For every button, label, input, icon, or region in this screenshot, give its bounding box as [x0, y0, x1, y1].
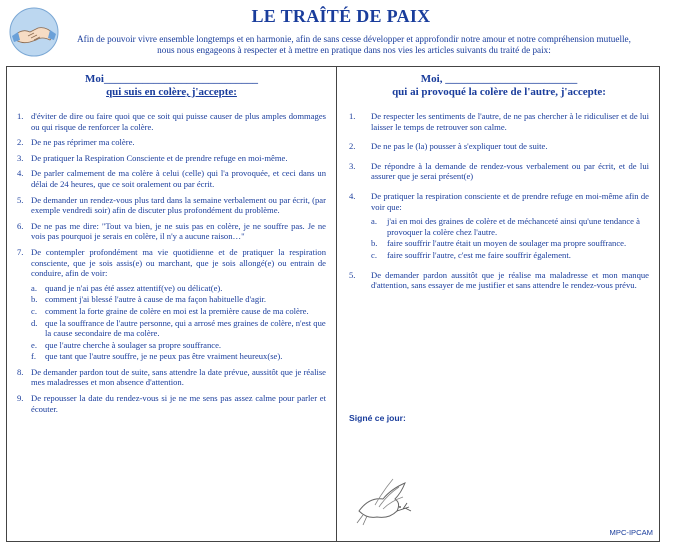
- right-heading-subtitle: qui ai provoqué la colère de l'autre, j'accepte:: [392, 86, 606, 98]
- right-item: [349, 141, 649, 152]
- left-column: [7, 67, 337, 541]
- intro-line-1: Afin de pouvoir vivre ensemble longtemps et en harmonie, afin de sans cesse développer et approfondir notre amour et notre compréhension mutuelle,: [77, 34, 631, 44]
- item-text: De ne pas le (la) pousser à s'expliquer tout de suite.: [371, 141, 548, 152]
- left-item: [17, 393, 326, 414]
- intro-line-2: nous nous engageons à respecter et à mettre en pratique dans nos vies les articles suivants du traité de paix:: [157, 45, 551, 55]
- item-number: 7.: [17, 246, 24, 257]
- page-title: LE TRAÎTÉ DE PAIX: [251, 6, 431, 26]
- sub-item: [31, 294, 326, 305]
- right-item: [349, 111, 649, 132]
- treaty-table: [6, 66, 660, 542]
- sub-item: [371, 238, 649, 249]
- item-text: De pratiquer la respiration consciente et de prendre refuge en moi-même afin de voir que:: [371, 190, 649, 212]
- right-item: [349, 270, 649, 291]
- item-number: 4.: [17, 168, 24, 179]
- item-number: 2.: [349, 141, 356, 152]
- left-item: [17, 221, 326, 242]
- sub-letter: a.: [371, 216, 377, 227]
- sub-text: comment la forte graine de colère en moi est la première cause de ma colère.: [45, 305, 309, 316]
- sub-letter: c.: [31, 305, 37, 316]
- item-number: 9.: [17, 393, 24, 404]
- sub-text: quand je n'ai pas été assez attentif(ve) ou délicat(e).: [45, 282, 223, 293]
- left-item: [17, 195, 326, 216]
- left-heading-name-line: Moi____________________________: [85, 73, 258, 85]
- sub-letter: a.: [31, 282, 37, 293]
- sub-item: [371, 250, 649, 261]
- right-sublist: [371, 216, 649, 260]
- item-number: 3.: [17, 152, 24, 163]
- item-number: 5.: [349, 269, 356, 280]
- item-number: 1.: [349, 111, 356, 121]
- item-text: De pratiquer la Respiration Consciente et de prendre refuge en moi-même.: [31, 152, 288, 163]
- left-column-heading: [17, 73, 326, 99]
- credit-mark: MPC-IPCAM: [609, 528, 653, 537]
- sub-item: [371, 216, 649, 237]
- dove-of-peace-icon: [353, 467, 415, 529]
- item-text: De répondre à la demande de rendez-vous verbalement ou par écrit, et de lui assurer que je serai présent(e): [371, 160, 649, 182]
- item-text: De demander pardon aussitôt que je réalise ma maladresse et mon manque d'attention, sans essayer de me justifier et sans attendre le rendez-vous prévu.: [371, 269, 649, 291]
- sub-letter: c.: [371, 249, 377, 260]
- item-text: De demander pardon tout de suite, sans attendre la date prévue, aussitôt que je réalise mes maladresses et mon absence d'attention.: [31, 366, 326, 388]
- left-item: [17, 247, 326, 362]
- intro-text: [64, 34, 644, 56]
- right-heading-name-line: Moi, ________________________: [420, 73, 578, 85]
- right-item-list: [349, 111, 649, 291]
- sub-item: [31, 318, 326, 339]
- sub-item: [31, 306, 326, 317]
- item-number: 8.: [17, 366, 24, 377]
- sub-text: faire souffrir l'autre, c'est me faire souffrir également.: [387, 249, 571, 260]
- sub-text: que la souffrance de l'autre personne, qui a arrosé mes graines de colère, n'est que la cause secondaire de ma colère.: [45, 317, 326, 339]
- right-column-heading: [349, 73, 649, 99]
- sub-letter: d.: [31, 317, 38, 328]
- header: [0, 0, 682, 64]
- item-text: De respecter les sentiments de l'autre, de ne pas chercher à le ridiculiser et de lui laisser le temps de retrouver son calme.: [371, 111, 649, 132]
- item-number: 5.: [17, 194, 24, 205]
- left-item: [17, 367, 326, 388]
- sub-letter: b.: [371, 238, 378, 249]
- sub-letter: e.: [31, 339, 37, 350]
- left-item: [17, 111, 326, 132]
- sub-letter: f.: [31, 351, 37, 362]
- sub-item: [31, 351, 326, 362]
- item-text: De parler calmement de ma colère à celui (celle) qui l'a provoquée, et ceci dans un délai de 24 heures, que ce soit oralement ou par écrit.: [31, 168, 326, 189]
- left-heading-subtitle: qui suis en colère, j'accepte:: [106, 86, 237, 98]
- left-sublist: [31, 283, 326, 362]
- left-item: [17, 168, 326, 189]
- item-text: De ne pas me dire: "Tout va bien, je ne suis pas en colère, je ne souffre pas. Je ne vois pas pourquoi je serais en colère, il n'y a aucune raison…": [31, 220, 326, 242]
- item-number: 1.: [17, 111, 24, 121]
- item-number: 3.: [349, 160, 356, 171]
- sub-letter: b.: [31, 294, 38, 305]
- item-number: 2.: [17, 137, 24, 148]
- left-item: [17, 153, 326, 164]
- left-item: [17, 137, 326, 148]
- right-column: [337, 67, 659, 541]
- item-number: 6.: [17, 220, 24, 231]
- item-text: d'éviter de dire ou faire quoi que ce soit qui puisse causer de plus amples dommages ou qui risque de renforcer la colère.: [31, 111, 326, 132]
- item-text: De ne pas réprimer ma colère.: [31, 137, 135, 148]
- item-number: 4.: [349, 190, 356, 201]
- right-item: [349, 191, 649, 261]
- item-text: De contempler profondément ma vie quotidienne et de pratiquer la respiration consciente, que je sois assis(e) ou marchant, que je sois allongé(e) ou entrain de conduire, afin de voir:: [31, 246, 326, 279]
- sub-text: j'ai en moi des graines de colère et de méchanceté ainsi qu'une tendance à provoquer la colère chez l'autre.: [387, 216, 640, 237]
- sub-text: comment j'ai blessé l'autre à cause de ma façon habituelle d'agir.: [45, 294, 267, 305]
- item-text: De repousser la date du rendez-vous si je ne me sens pas assez calme pour parler et écouter.: [31, 393, 326, 414]
- item-text: De demander un rendez-vous plus tard dans la semaine verbalement ou par écrit, (par exemple vendredi soir) afin de discuter plus profondément du problème.: [31, 194, 326, 216]
- sub-item: [31, 340, 326, 351]
- signed-date-label: Signé ce jour:: [349, 413, 406, 423]
- left-item-list: [17, 111, 326, 414]
- right-item: [349, 161, 649, 182]
- sub-text: faire souffrir l'autre était un moyen de soulager ma propre souffrance.: [387, 238, 627, 249]
- sub-item: [31, 283, 326, 294]
- sub-text: que tant que l'autre souffre, je ne peux pas être vraiment heureux(se).: [45, 351, 283, 362]
- sub-text: que l'autre cherche à soulager sa propre souffrance.: [45, 339, 222, 350]
